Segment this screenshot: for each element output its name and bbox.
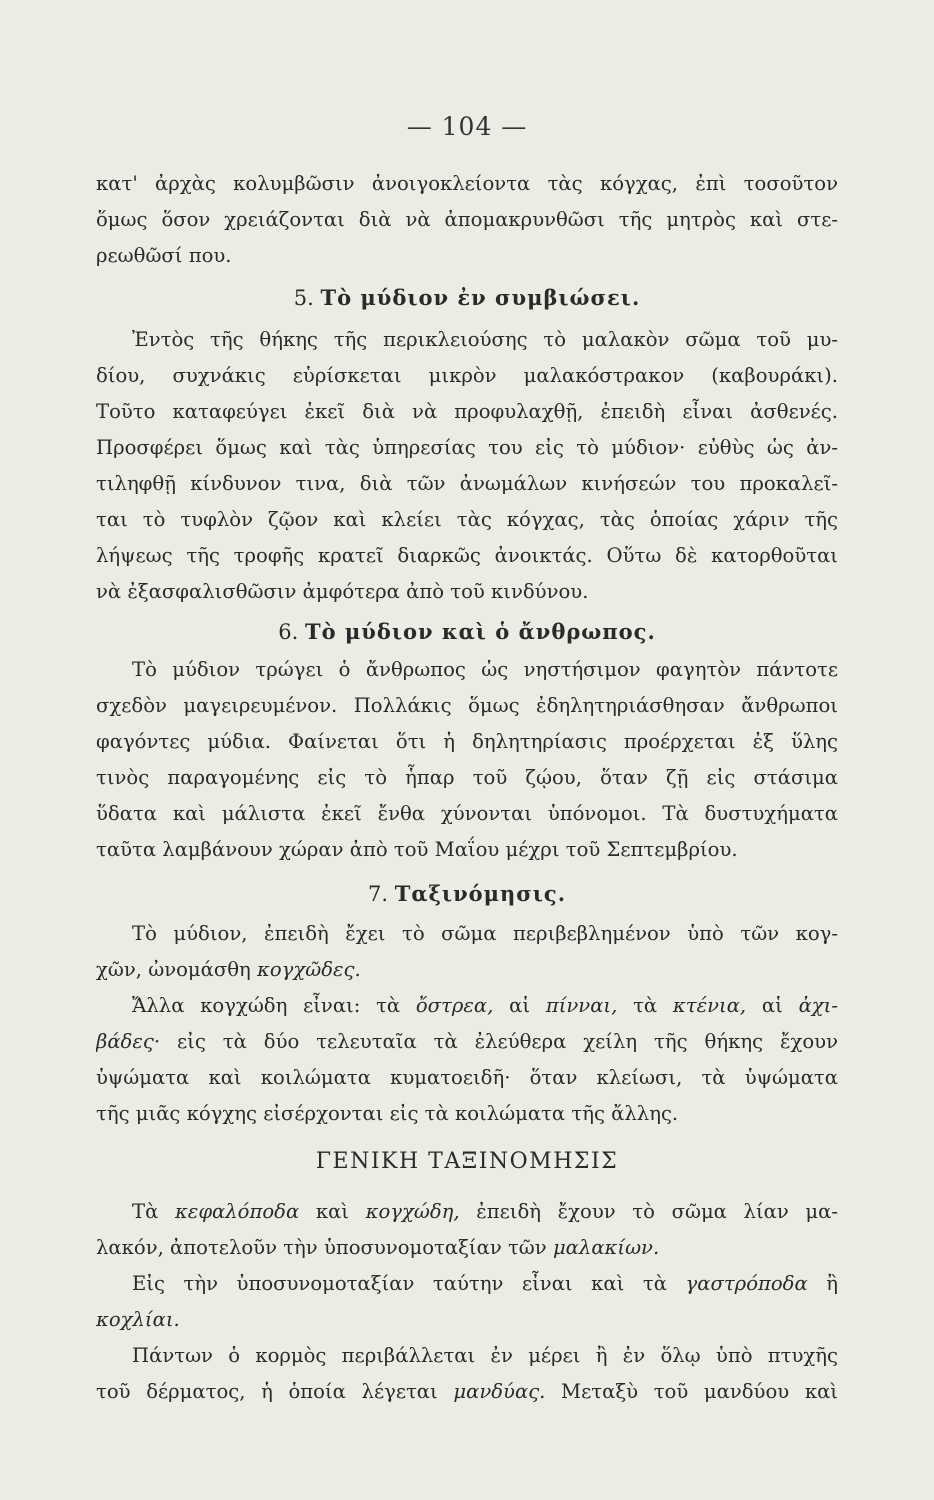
text-line — [96, 1374, 838, 1410]
text-line: Τὸ μύδιον τρώγει ὁ ἄνθρωπος ὡς νηστήσιμον φαγητὸν πάντοτε — [132, 658, 838, 681]
text-span: Τὰ — [132, 1200, 175, 1223]
text-line — [96, 1194, 838, 1230]
text-span: Εἰς τὴν ὑποσυνομοταξίαν ταύτην εἶναι καὶ τὰ — [132, 1272, 686, 1295]
general-classification-title: ΓΕΝΙΚΗ ΤΑΞΙΝΟΜΗΣΙΣ — [315, 1149, 619, 1174]
text-line: Ἐντὸς τῆς θήκης τῆς περικλειούσης τὸ μαλακὸν σῶμα τοῦ μυ- — [132, 328, 838, 351]
section-heading-7 — [96, 874, 838, 914]
italic-term: κεφαλόποδα — [174, 1200, 300, 1223]
italic-term: μαλακίων. — [552, 1236, 660, 1259]
text-line: ταῦτα λαμβάνουν χώραν ἀπὸ τοῦ Μαΐου μέχρι τοῦ Σεπτεμβρίου. — [96, 838, 738, 861]
italic-term: ὄστρεα, — [415, 994, 494, 1017]
text-span: ἐπειδὴ ἔχουν τὸ σῶμα λίαν μα- — [459, 1200, 838, 1223]
text-line: δίου, συχνάκις εὑρίσκεται μικρὸν μαλακόστρακον (καβουράκι). — [96, 364, 838, 387]
text-span: χῶν, ὠνομάσθη — [96, 958, 258, 981]
text-line — [96, 988, 838, 1024]
italic-term: ἀχι- — [798, 994, 838, 1017]
text-span: καὶ — [299, 1200, 366, 1223]
paragraph-classification — [96, 916, 838, 1132]
text-line — [96, 1266, 838, 1302]
section-title: Τὸ μύδιον καὶ ὁ ἄνθρωπος. — [304, 619, 656, 644]
section-heading-5 — [96, 278, 838, 318]
text-span: τοῦ δέρματος, ἡ ὁποία λέγεται — [96, 1380, 454, 1403]
section-title: Τὸ μύδιον ἐν συμβιώσει. — [320, 285, 641, 310]
italic-term: γαστρόποδα — [685, 1272, 808, 1295]
text-line: σχεδὸν μαγειρευμένον. Πολλάκις ὅμως ἐδηλητηριάσθησαν ἄνθρωποι — [96, 694, 838, 717]
paragraph-intro — [96, 166, 838, 274]
text-line: φαγόντες μύδια. Φαίνεται ὅτι ἡ δηλητηρίασις προέρχεται ἐξ ὕλης — [96, 730, 838, 753]
italic-term: κτένια, — [672, 994, 747, 1017]
text-span: Ἄλλα κογχώδη εἶναι: τὰ — [132, 994, 416, 1017]
italic-term: κογχῶδες. — [257, 958, 361, 981]
text-line: κατ' ἀρχὰς κολυμβῶσιν ἀνοιγοκλείοντα τὰς κόγχας, ἐπὶ τοσοῦτον — [96, 172, 838, 195]
text-line: ρεωθῶσί που. — [96, 244, 232, 267]
text-line: ὑψώματα καὶ κοιλώματα κυματοειδῆ· ὅταν κλείωσι, τὰ ὑψώματα — [96, 1066, 838, 1089]
text-line: Πάντων ὁ κορμὸς περιβάλλεται ἐν μέρει ἢ ἐν ὅλῳ ὑπὸ πτυχῆς — [132, 1344, 838, 1367]
paragraph-human — [96, 652, 838, 868]
section-title: Ταξινόμησις. — [394, 881, 567, 906]
text-line: ὅμως ὅσον χρειάζονται διὰ νὰ ἀπομακρυνθῶσι τῆς μητρὸς καὶ στε- — [96, 208, 838, 231]
text-span: λακόν, ἀποτελοῦν τὴν ὑποσυνομοταξίαν τῶν — [96, 1236, 553, 1259]
text-line: ὕδατα καὶ μάλιστα ἐκεῖ ἔνθα χύνονται ὑπόνομοι. Τὰ δυστυχήματα — [96, 802, 838, 825]
text-line: τῆς μιᾶς κόγχης εἰσέρχονται εἰς τὰ κοιλώματα τῆς ἄλλης. — [96, 1102, 679, 1125]
text-line — [96, 1024, 838, 1060]
italic-term: πίνναι, — [545, 994, 618, 1017]
text-span: αἱ — [493, 994, 546, 1017]
text-line — [96, 1302, 838, 1338]
text-line: τινὸς παραγομένης εἰς τὸ ἧπαρ τοῦ ζῴου, ὅταν ζῇ εἰς στάσιμα — [96, 766, 838, 789]
paragraph-symbiosis — [96, 322, 838, 610]
italic-term: μανδύας. — [453, 1380, 546, 1403]
italic-term: βάδες· — [96, 1030, 161, 1053]
section-number: 7. — [367, 882, 388, 906]
text-span: ἢ — [807, 1272, 838, 1295]
text-line: Προσφέρει ὅμως καὶ τὰς ὑπηρεσίας του εἰς τὸ μύδιον· εὐθὺς ὡς ἀν- — [96, 436, 838, 459]
italic-term: κοχλίαι. — [96, 1308, 180, 1331]
text-span: τὰ — [617, 994, 673, 1017]
text-span: αἱ — [746, 994, 799, 1017]
section-heading-6 — [96, 612, 838, 652]
text-line: Τὸ μύδιον, ἐπειδὴ ἔχει τὸ σῶμα περιβεβλημένον ὑπὸ τῶν κογ- — [132, 922, 838, 945]
section-number: 5. — [293, 286, 314, 310]
section-number: 6. — [278, 620, 299, 644]
text-line: νὰ ἐξασφαλισθῶσιν ἀμφότερα ἀπὸ τοῦ κινδύνου. — [96, 580, 589, 603]
text-line: λήψεως τῆς τροφῆς κρατεῖ διαρκῶς ἀνοικτάς. Οὕτω δὲ κατορθοῦται — [96, 544, 838, 567]
text-line: τιληφθῇ κίνδυνον τινα, διὰ τῶν ἀνωμάλων κινήσεών του προκαλεῖ- — [96, 472, 838, 495]
page-number: — 104 — — [406, 112, 528, 141]
text-span: εἰς τὰ δύο τελευταῖα τὰ ἐλεύθερα χείλη τῆς θήκης ἔχουν — [160, 1030, 838, 1053]
text-line: Τοῦτο καταφεύγει ἐκεῖ διὰ νὰ προφυλαχθῇ, ἐπειδὴ εἶναι ἀσθενές. — [96, 400, 838, 423]
text-line — [96, 952, 838, 988]
text-line — [96, 1230, 838, 1266]
text-span: Μεταξὺ τοῦ μανδύου καὶ — [545, 1380, 838, 1403]
italic-term: κογχώδη, — [365, 1200, 460, 1223]
paragraph-general — [96, 1194, 838, 1410]
text-line: ται τὸ τυφλὸν ζῷον καὶ κλείει τὰς κόγχας, τὰς ὁποίας χάριν τῆς — [96, 508, 838, 531]
